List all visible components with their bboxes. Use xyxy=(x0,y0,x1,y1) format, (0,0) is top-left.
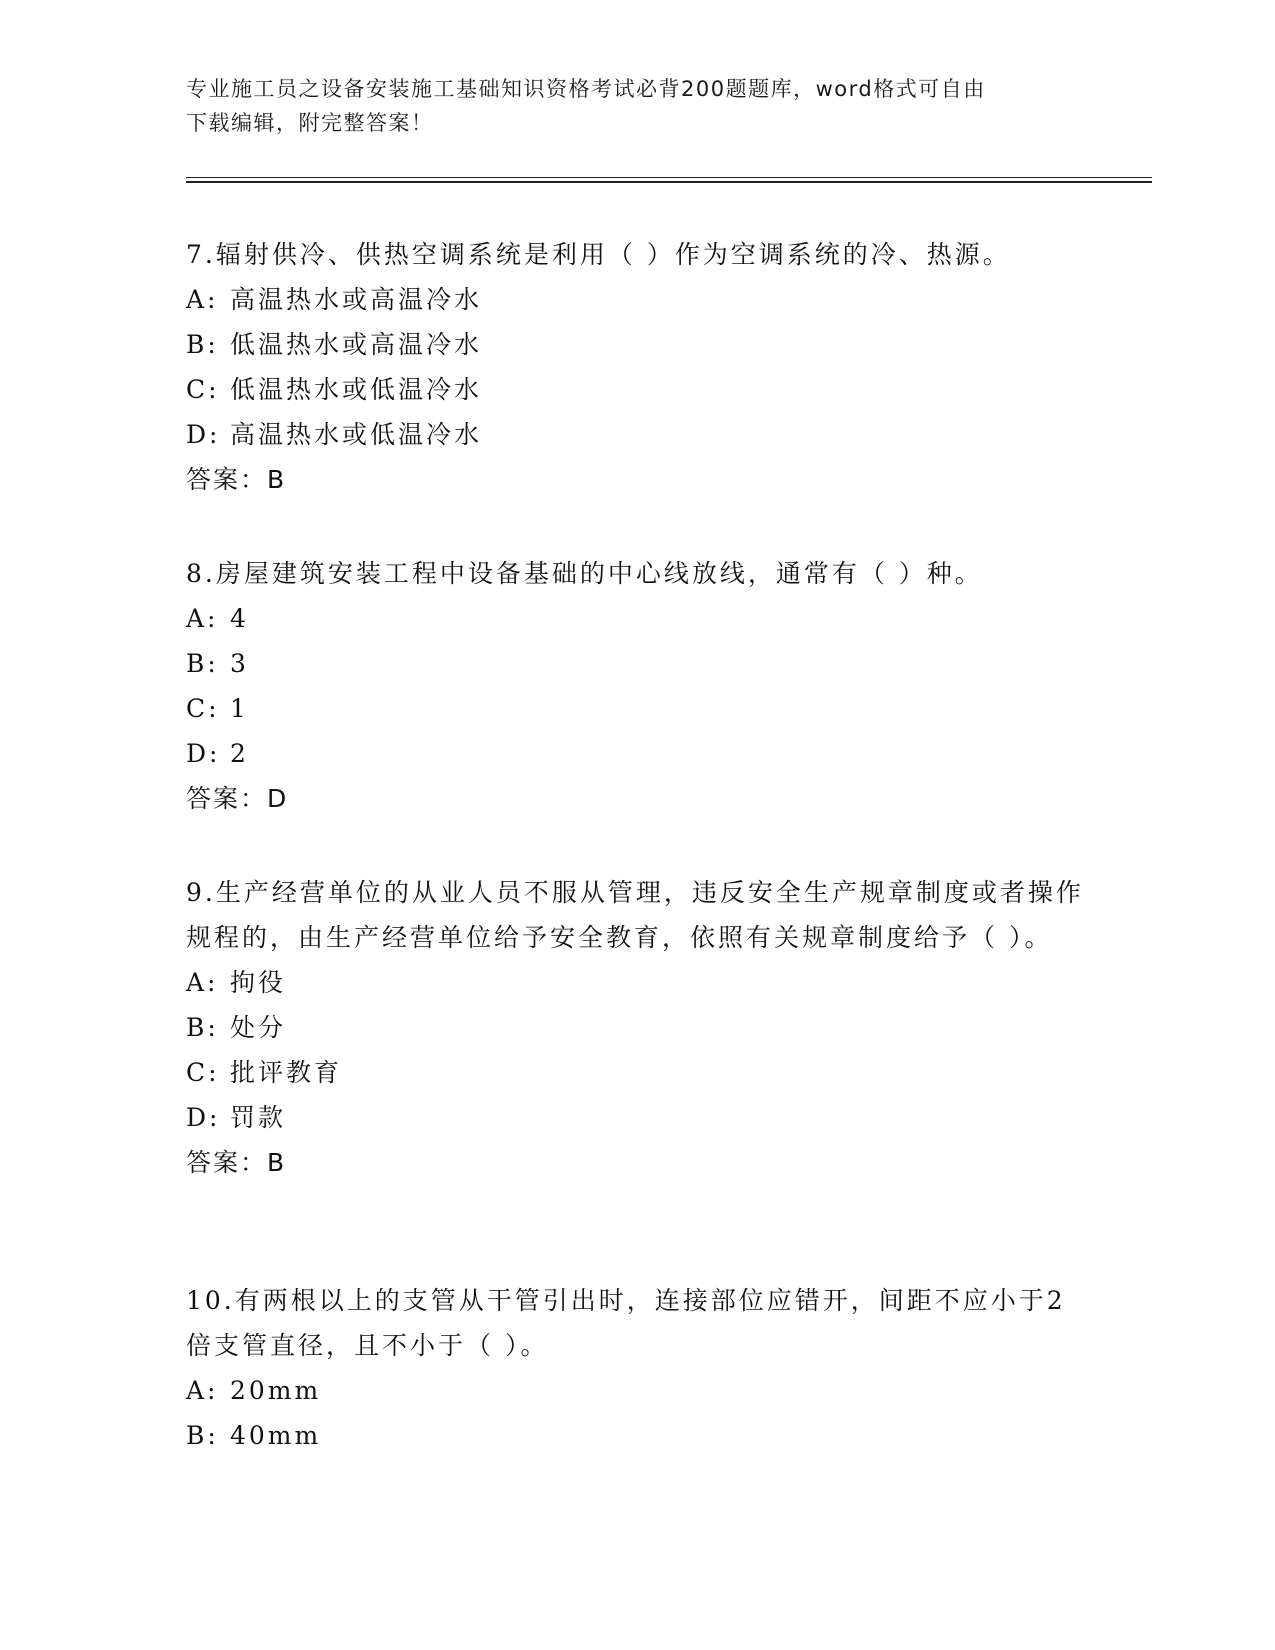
option-key: A: xyxy=(186,968,219,997)
option-b xyxy=(186,322,1086,367)
option-c xyxy=(186,1050,1086,1095)
option-key: C: xyxy=(186,694,220,723)
question-stem: 7.辐射供冷、供热空调系统是利用（ ）作为空调系统的冷、热源。 xyxy=(186,240,1011,269)
option-c xyxy=(186,367,1086,412)
option-text: 40mm xyxy=(230,1421,322,1450)
option-list xyxy=(186,277,1086,457)
header-divider-thin xyxy=(186,177,1152,178)
option-text: 高温热水或高温冷水 xyxy=(230,285,483,314)
option-text: 高温热水或低温冷水 xyxy=(230,420,483,449)
option-key: D: xyxy=(186,420,221,449)
question-stem: 10.有两根以上的支管从干管引出时，连接部位应错开，间距不应小于2倍支管直径，且不小于（ ）。 xyxy=(186,1286,1066,1360)
option-key: C: xyxy=(186,375,220,404)
question-stem: 9.生产经营单位的从业人员不服从管理，违反安全生产规章制度或者操作规程的，由生产经营单位给予安全教育，依照有关规章制度给予（ ）。 xyxy=(186,878,1084,952)
option-key: A: xyxy=(186,604,219,633)
option-text: 处分 xyxy=(230,1013,287,1042)
option-a xyxy=(186,277,1086,322)
question-7 xyxy=(186,232,1086,502)
question-8 xyxy=(186,551,1086,821)
option-a xyxy=(186,596,1086,641)
option-c xyxy=(186,686,1086,731)
option-d xyxy=(186,412,1086,457)
header-line-1: 专业施工员之设备安装施工基础知识资格考试必背200题题库，word格式可自由 xyxy=(186,77,986,101)
answer-line: 答案：B xyxy=(186,465,287,494)
option-key: A: xyxy=(186,285,219,314)
option-a xyxy=(186,960,1086,1005)
option-key: D: xyxy=(186,739,221,768)
document-header xyxy=(186,72,1066,140)
option-text: 1 xyxy=(230,694,249,723)
option-text: 拘役 xyxy=(230,968,287,997)
option-key: B: xyxy=(186,1421,219,1450)
question-stem: 8.房屋建筑安装工程中设备基础的中心线放线，通常有（ ）种。 xyxy=(186,559,983,588)
question-10 xyxy=(186,1278,1086,1458)
option-key: B: xyxy=(186,330,219,359)
header-divider-thick xyxy=(186,181,1152,183)
option-text: 低温热水或低温冷水 xyxy=(230,375,483,404)
header-line-2: 下载编辑，附完整答案！ xyxy=(186,111,434,135)
option-key: D: xyxy=(186,1103,221,1132)
question-9 xyxy=(186,870,1086,1185)
option-text: 4 xyxy=(230,604,249,633)
option-b xyxy=(186,1005,1086,1050)
answer-line: 答案：D xyxy=(186,784,289,813)
option-key: B: xyxy=(186,649,219,678)
option-text: 罚款 xyxy=(230,1103,287,1132)
option-list xyxy=(186,1368,1086,1458)
option-text: 3 xyxy=(230,649,249,678)
option-d xyxy=(186,731,1086,776)
option-text: 低温热水或高温冷水 xyxy=(230,330,483,359)
option-text: 20mm xyxy=(230,1376,322,1405)
option-key: B: xyxy=(186,1013,219,1042)
answer-line: 答案：B xyxy=(186,1148,287,1177)
option-b xyxy=(186,1413,1086,1458)
option-text: 批评教育 xyxy=(230,1058,343,1087)
option-text: 2 xyxy=(230,739,249,768)
option-key: A: xyxy=(186,1376,219,1405)
option-d xyxy=(186,1095,1086,1140)
option-b xyxy=(186,641,1086,686)
option-key: C: xyxy=(186,1058,220,1087)
option-list xyxy=(186,596,1086,776)
option-a xyxy=(186,1368,1086,1413)
option-list xyxy=(186,960,1086,1140)
